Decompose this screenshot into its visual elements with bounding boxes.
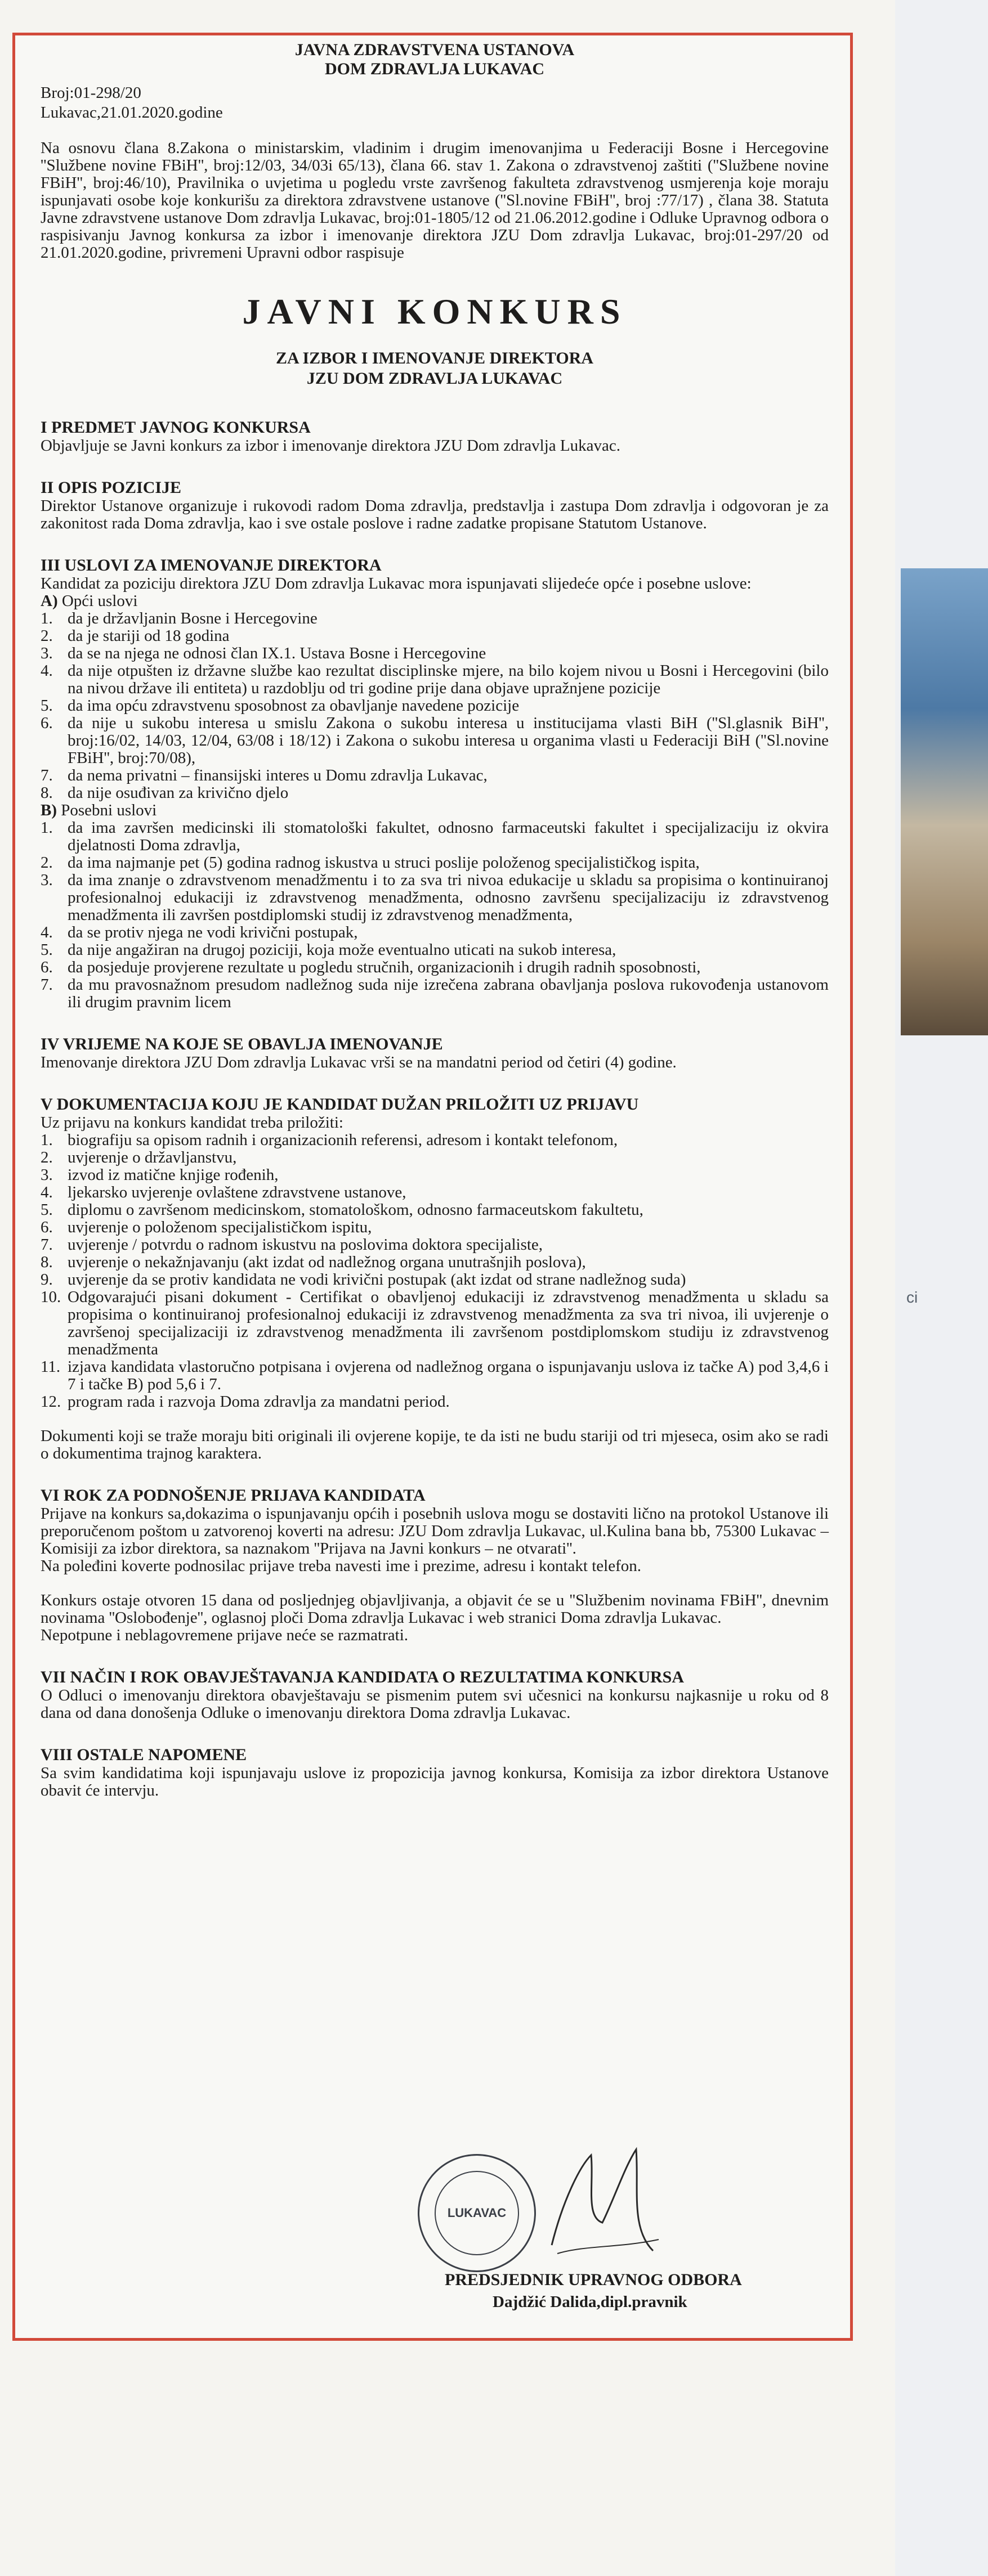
adjacent-column bbox=[895, 0, 988, 2576]
item-text: da se na njega ne odnosi član IX.1. Ustava Bosne i Hercegovine bbox=[68, 644, 486, 662]
item-number: 1. bbox=[41, 609, 53, 627]
section-5-heading: V DOKUMENTACIJA KOJU JE KANDIDAT DUŽAN PRILOŽITI UZ PRIJAVU bbox=[41, 1095, 639, 1114]
item-number: 12. bbox=[41, 1393, 61, 1411]
label-a-title: Opći uslovi bbox=[61, 592, 138, 610]
item-number: 5. bbox=[41, 941, 53, 959]
item-text: da ima opću zdravstvenu sposobnost za obavljanje navedene pozicije bbox=[68, 697, 520, 715]
section-4-heading: IV VRIJEME NA KOJE SE OBAVLJA IMENOVANJE bbox=[41, 1035, 443, 1053]
item-number: 6. bbox=[41, 958, 53, 976]
item-text: uvjerenje o položenom specijalističkom ispitu, bbox=[68, 1218, 372, 1236]
section-7 bbox=[41, 1668, 829, 1722]
document-title: JAVNI KONKURS bbox=[242, 291, 627, 331]
list-item bbox=[41, 1132, 829, 1149]
item-text: uvjerenje o državljanstvu, bbox=[68, 1148, 237, 1166]
item-number: 8. bbox=[41, 784, 53, 802]
item-number: 4. bbox=[41, 662, 53, 680]
list-item bbox=[41, 1289, 829, 1358]
documents-note: Dokumenti koji se traže moraju biti originali ili ovjerene kopije, te da isti ne budu stariji od tri mjeseca, osim ako se radi o dokumentima trajnog karaktera. bbox=[41, 1427, 829, 1462]
document-subtitle bbox=[41, 348, 829, 389]
list-item bbox=[41, 784, 829, 802]
subtitle-line1: ZA IZBOR I IMENOVANJE DIREKTORA bbox=[275, 349, 593, 367]
list-item bbox=[41, 976, 829, 1011]
list-item bbox=[41, 610, 829, 627]
item-number: 9. bbox=[41, 1271, 53, 1289]
handwritten-signature bbox=[540, 2133, 664, 2268]
item-text: izjava kandidata vlastoručno potpisana i ovjerena od nadležnog organa o ispunjavanju uslova iz tačke A) pod 3,4,6 i 7 i tačke B) pod 5,6 i 7. bbox=[68, 1358, 829, 1393]
list-item bbox=[41, 627, 829, 645]
section-3-intro: Kandidat za poziciju direktora JZU Dom zdravlja Lukavac mora ispunjavati slijedeće opće i posebne uslove: bbox=[41, 575, 752, 593]
item-text: da nije otpušten iz državne službe kao rezultat disciplinske mjere, na bilo kojem nivou u Bosni i Hercegovini (bilo na nivou države ili entiteta) u razdoblju od tri godine prije dana objave upražnjene pozicije bbox=[68, 662, 829, 697]
section-2 bbox=[41, 478, 829, 532]
item-text: uvjerenje / potvrdu o radnom iskustvu na poslovima doktora specijaliste, bbox=[68, 1236, 543, 1254]
list-item bbox=[41, 1393, 829, 1411]
section-6 bbox=[41, 1486, 829, 1644]
label-b-title: Posebni uslovi bbox=[61, 801, 157, 819]
item-number: 3. bbox=[41, 644, 53, 662]
item-number: 1. bbox=[41, 819, 53, 837]
item-text: da posjeduje provjerene rezultate u pogledu stručnih, organizacionih i drugih radnih sposobnosti, bbox=[68, 958, 701, 976]
place-date: Lukavac,21.01.2020.godine bbox=[41, 104, 223, 122]
section-1-text: Objavljuje se Javni konkurs za izbor i imenovanje direktora JZU Dom zdravlja Lukavac. bbox=[41, 437, 620, 455]
list-item bbox=[41, 1358, 829, 1393]
item-text: da ima najmanje pet (5) godina radnog iskustva u struci poslije položenog specijalističkog ispita, bbox=[68, 854, 700, 872]
list-item bbox=[41, 1149, 829, 1166]
item-text: da nije u sukobu interesa u smislu Zakona o sukobu interesa u institucijama vlasti BiH (''Sl.glasnik BiH'', broj:16/02, 14/03, 12/04, 63/08 i 18/12) i Zakona o sukobu interesa u organima vlasti u Federaciji BiH (''Sl.novine FBiH'', broj:70/08), bbox=[68, 714, 829, 767]
item-number: 10. bbox=[41, 1288, 61, 1306]
item-number: 5. bbox=[41, 1201, 53, 1219]
list-item bbox=[41, 872, 829, 924]
item-text: diplomu o završenom medicinskom, stomatološkom, odnosno farmaceutskom fakultetu, bbox=[68, 1201, 643, 1219]
section-6-p2: Na poleđini koverte podnosilac prijave treba navesti ime i prezime, adresu i kontakt telefon. bbox=[41, 1557, 641, 1575]
item-text: da ima završen medicinski ili stomatološki fakultet, odnosno farmaceutski fakultet i specijalizaciju iz okvira djelatnosti Doma zdravlja, bbox=[68, 819, 829, 854]
item-number: 2. bbox=[41, 627, 53, 645]
section-7-text: O Odluci o imenovanju direktora obavještavaju se pismenim putem svi učesnici na konkursu najkasnije u roku od 8 dana od dana donošenja Odluke o imenovanju direktora Doma zdravlja Lukavac. bbox=[41, 1686, 829, 1722]
subtitle-line2: JZU DOM ZDRAVLJA LUKAVAC bbox=[306, 369, 563, 388]
section-3 bbox=[41, 556, 829, 1011]
intro-paragraph: Na osnovu člana 8.Zakona o ministarskim, vladinim i drugim imenovanjima u Federaciji Bosne i Hercegovine ''Službene novine FBiH'', broj:12/03, 34/03i 65/13), člana 66. stav 1. Zakona o zdravstvenoj zaštiti (''Službene novine FBiH'', broj:46/10), Pravilnika o uvjetima u pogledu vrste završenog fakulteta zdravstvenog usmjerenja koje moraju ispunjavati osobe koje konkurišu za direktora zdravstvene ustanove (''Sl.novine FBiH'', broj :77/17) , člana 38. Statuta Javne zdravstvene ustanove Dom zdravlja Lukavac, broj:01-1805/12 od 21.06.2012.godine i Odluke Upravnog odbora o raspisivanju Javnog konkursa za izbor i imenovanje direktora JZU Dom zdravlja Lukavac, broj:01-297/20 od 21.01.2020.godine, privremeni Upravni odbor raspisuje bbox=[41, 139, 829, 262]
section-8 bbox=[41, 1745, 829, 1799]
list-item bbox=[41, 1166, 829, 1184]
item-text: da je državljanin Bosne i Hercegovine bbox=[68, 609, 318, 627]
special-conditions-list bbox=[41, 819, 829, 1011]
item-text: Odgovarajući pisani dokument - Certifikat o obavljenoj edukaciji iz zdravstvenog menadžmenta u skladu sa propisima o kontinuiranoj profesionalnoj edukaciji iz zdravstvenog menadžmenta za sva tri nivoa, ili uvjerenje o završenoj specijalizaciji iz zdravstvenog menadžmenta ili završenom postdiplomskom studiju iz zdravstvenog menadžmenta bbox=[68, 1288, 829, 1358]
item-number: 4. bbox=[41, 1183, 53, 1201]
stamp-inner-ring bbox=[435, 2171, 519, 2255]
item-number: 4. bbox=[41, 923, 53, 941]
list-item bbox=[41, 819, 829, 854]
item-text: uvjerenje da se protiv kandidata ne vodi krivični postupak (akt izdat od strane nadležnog suda) bbox=[68, 1271, 686, 1289]
item-text: da se protiv njega ne vodi krivični postupak, bbox=[68, 923, 358, 941]
special-conditions-label bbox=[41, 802, 829, 819]
item-number: 2. bbox=[41, 854, 53, 872]
item-number: 5. bbox=[41, 697, 53, 715]
label-b: B) bbox=[41, 801, 57, 819]
item-text: da nije angažiran na drugoj poziciji, koja može eventualno uticati na sukob interesa, bbox=[68, 941, 616, 959]
section-6-p4: Nepotpune i neblagovremene prijave neće se razmatrati. bbox=[41, 1626, 408, 1644]
list-item bbox=[41, 854, 829, 872]
item-number: 3. bbox=[41, 871, 53, 889]
list-item bbox=[41, 697, 829, 715]
item-number: 6. bbox=[41, 1218, 53, 1236]
section-8-heading: VIII OSTALE NAPOMENE bbox=[41, 1745, 247, 1764]
item-number: 6. bbox=[41, 714, 53, 732]
list-item bbox=[41, 1271, 829, 1289]
section-4-text: Imenovanje direktora JZU Dom zdravlja Lukavac vrši se na mandatni period od četiri (4) godine. bbox=[41, 1053, 677, 1071]
adjacent-photo bbox=[901, 568, 988, 1035]
item-number: 11. bbox=[41, 1358, 61, 1376]
general-conditions-label bbox=[41, 593, 829, 610]
list-item bbox=[41, 941, 829, 959]
org-line1: JAVNA ZDRAVSTVENA USTANOVA bbox=[294, 41, 575, 59]
item-number: 3. bbox=[41, 1166, 53, 1184]
item-number: 2. bbox=[41, 1148, 53, 1166]
stamp-center-text: LUKAVAC bbox=[447, 2206, 507, 2220]
item-number: 1. bbox=[41, 1131, 53, 1149]
item-text: program rada i razvoja Doma zdravlja za mandatni period. bbox=[68, 1393, 450, 1411]
list-item bbox=[41, 767, 829, 784]
section-3-heading: III USLOVI ZA IMENOVANJE DIREKTORA bbox=[41, 556, 382, 575]
section-2-text: Direktor Ustanove organizuje i rukovodi radom Doma zdravlja, predstavlja i zastupa Dom zdravlja i odgovoran je za zakonitost rada Doma zdravlja, kao i sve ostale poslove i radne zadatke propisane Statutom Ustanove. bbox=[41, 497, 829, 532]
section-1 bbox=[41, 418, 829, 455]
list-item bbox=[41, 1184, 829, 1201]
item-text: izvod iz matične knjige rođenih, bbox=[68, 1166, 279, 1184]
section-7-heading: VII NAČIN I ROK OBAVJEŠTAVANJA KANDIDATA O REZULTATIMA KONKURSA bbox=[41, 1668, 685, 1686]
section-2-heading: II OPIS POZICIJE bbox=[41, 478, 182, 497]
section-8-text: Sa svim kandidatima koji ispunjavaju uslove iz propozicija javnog konkursa, Komisija za izbor direktora Ustanove obavit će intervju. bbox=[41, 1764, 829, 1799]
label-a: A) bbox=[41, 592, 58, 610]
item-text: da je stariji od 18 godina bbox=[68, 627, 230, 645]
item-text: da mu pravosnažnom presudom nadležnog suda nije izrečena zabrana obavljanja poslova rukovođenja ustanovom ili drugim pravnim licem bbox=[68, 976, 829, 1011]
list-item bbox=[41, 662, 829, 697]
section-4 bbox=[41, 1035, 829, 1071]
section-1-heading: I PREDMET JAVNOG KONKURSA bbox=[41, 418, 311, 437]
section-6-p1: Prijave na konkurs sa,dokazima o ispunjavanju općih i posebnih uslova mogu se dostaviti lično na protokol Ustanove ili preporučenom poštom u zatvorenoj koverti na adresu: JZU Dom zdravlja Lukavac, ul.Kulina bana bb, 75300 Lukavac – Komisiji za izbor direktora, sa naznakom ''Prijava na Javni konkurs – ne otvarati''. bbox=[41, 1505, 829, 1558]
list-item bbox=[41, 959, 829, 976]
official-stamp bbox=[418, 2154, 536, 2272]
section-6-p3: Konkurs ostaje otvoren 15 dana od posljednjeg objavljivanja, a objavit će se u ''Službenim novinama FBiH'', dnevnim novinama ''Oslobođenje'', oglasnoj ploči Doma zdravlja Lukavac i web stranici Doma zdravlja Lukavac. bbox=[41, 1591, 829, 1627]
ref-number: Broj:01-298/20 bbox=[41, 84, 141, 102]
item-number: 7. bbox=[41, 1236, 53, 1254]
general-conditions-list bbox=[41, 610, 829, 802]
item-text: ljekarsko uvjerenje ovlaštene zdravstvene ustanove, bbox=[68, 1183, 406, 1201]
section-5-intro: Uz prijavu na konkurs kandidat treba priložiti: bbox=[41, 1114, 343, 1132]
list-item bbox=[41, 1201, 829, 1219]
list-item bbox=[41, 715, 829, 767]
list-item bbox=[41, 924, 829, 941]
documents-list bbox=[41, 1132, 829, 1411]
list-item bbox=[41, 1236, 829, 1254]
signatory-name: Dajdžić Dalida,dipl.pravnik bbox=[493, 2293, 687, 2311]
signatory-role: PREDSJEDNIK UPRAVNOG ODBORA bbox=[445, 2270, 742, 2289]
list-item bbox=[41, 645, 829, 662]
reference-block bbox=[41, 83, 829, 123]
org-line2: DOM ZDRAVLJA LUKAVAC bbox=[324, 60, 545, 78]
item-number: 8. bbox=[41, 1253, 53, 1271]
adjacent-caption: ci bbox=[906, 1289, 918, 1306]
notice-content bbox=[41, 41, 829, 1799]
list-item bbox=[41, 1219, 829, 1236]
item-number: 7. bbox=[41, 976, 53, 994]
section-5 bbox=[41, 1095, 829, 1462]
item-number: 7. bbox=[41, 766, 53, 784]
list-item bbox=[41, 1254, 829, 1271]
item-text: uvjerenje o nekažnjavanju (akt izdat od nadležnog organa unutrašnjih poslova), bbox=[68, 1253, 586, 1271]
section-6-heading: VI ROK ZA PODNOŠENJE PRIJAVA KANDIDATA bbox=[41, 1486, 426, 1505]
org-name bbox=[41, 41, 829, 79]
item-text: da nema privatni – finansijski interes u Domu zdravlja Lukavac, bbox=[68, 766, 488, 784]
item-text: da ima znanje o zdravstvenom menadžmentu i to za sva tri nivoa edukacije u skladu sa propisima o kontinuiranoj profesionalnoj edukaciji iz zdravstvenog menadžmenta, odnosno završenu specijalizaciju iz zdravstvenog menadžmenta ili završen postdiplomski studij iz zdravstvenog menadžmenta, bbox=[68, 871, 829, 924]
item-text: da nije osuđivan za krivično djelo bbox=[68, 784, 289, 802]
item-text: biografiju sa opisom radnih i organizacionih referensi, adresom i kontakt telefonom, bbox=[68, 1131, 618, 1149]
